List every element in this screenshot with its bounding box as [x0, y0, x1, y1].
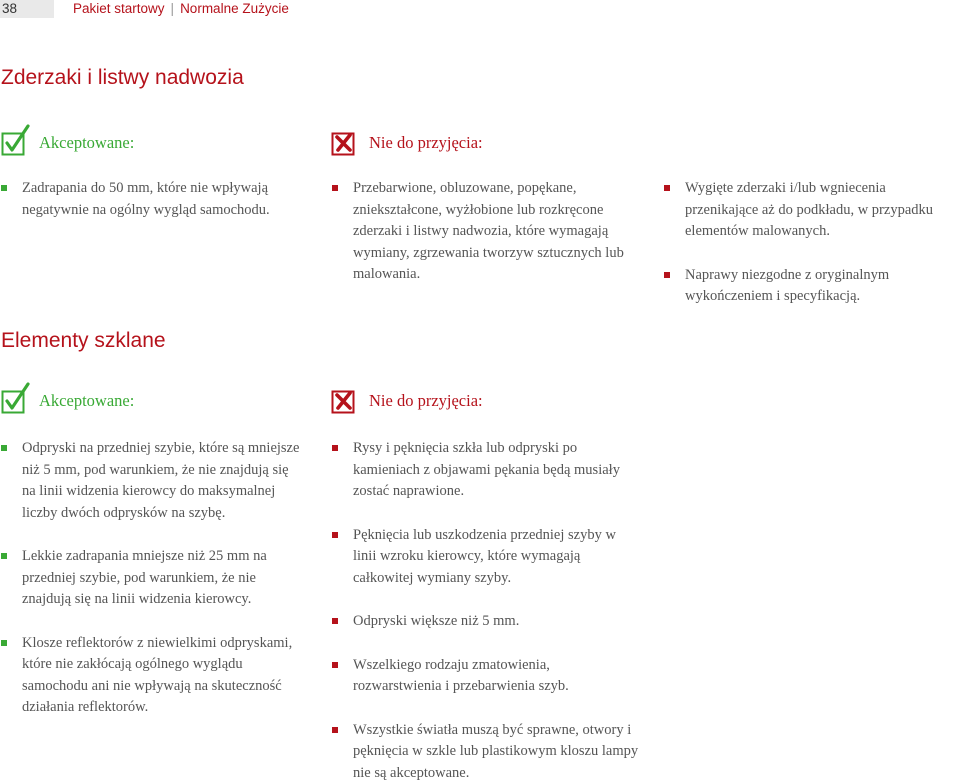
breadcrumb-separator: | [171, 1, 175, 16]
breadcrumb-subsection: Normalne Zużycie [180, 1, 289, 16]
breadcrumb [73, 0, 289, 18]
list-item: Rysy i pęknięcia szkła lub odpryski po kamieniach z objawami pękania będą musiały zostać naprawione. [331, 438, 641, 503]
bumpers-rejected-list-continued [663, 178, 960, 308]
rejected-label: Nie do przyjęcia: [369, 391, 483, 414]
accepted-label: Akceptowane: [39, 133, 134, 156]
list-item: Lekkie zadrapania mniejsze niż 25 mm na przedniej szybie, pod warunkiem, że nie znajdują się na linii widzenia kierowcy. [0, 546, 305, 611]
accepted-header [1, 382, 134, 414]
page-header [0, 0, 960, 18]
accepted-label: Akceptowane: [39, 391, 134, 414]
list-item: Klosze reflektorów z niewielkimi odpryskami, które nie zakłócają ogólnego wyglądu samochodu ani nie wpływają na skuteczność działania reflektorów. [0, 633, 305, 719]
checkmark-box-icon [1, 124, 31, 156]
bumpers-rejected-list [331, 178, 641, 286]
list-item: Przebarwione, obluzowane, popękane, zniekształcone, wyżłobione lub rozkręcone zderzaki i listwy nadwozia, które wymagają wymiany, zgrzewania tworzyw sztucznych lub malowania. [331, 178, 641, 286]
x-box-icon [331, 382, 361, 414]
list-item: Wszystkie światła muszą być sprawne, otwory i pęknięcia w szkle lub plastikowym kloszu lampy nie są akceptowane. [331, 720, 641, 784]
breadcrumb-section: Pakiet startowy [73, 1, 165, 16]
list-item: Pęknięcia lub uszkodzenia przedniej szyby w linii wzroku kierowcy, które wymagają całkowitej wymiany szyby. [331, 525, 641, 590]
list-item: Odpryski na przedniej szybie, które są mniejsze niż 5 mm, pod warunkiem, że nie znajdują się na linii widzenia kierowcy do maksymalnej liczby dwóch odprysków na szybę. [0, 438, 305, 524]
page-number: 38 [0, 0, 54, 18]
rejected-header [331, 382, 483, 414]
list-item: Odpryski większe niż 5 mm. [331, 611, 641, 633]
section-title-glass: Elementy szklane [1, 329, 166, 353]
glass-rejected-list [331, 438, 641, 784]
accepted-header [1, 124, 134, 156]
rejected-label: Nie do przyjęcia: [369, 133, 483, 156]
list-item: Naprawy niezgodne z oryginalnym wykończeniem i specyfikacją. [663, 265, 960, 308]
x-box-icon [331, 124, 361, 156]
section-title-bumpers: Zderzaki i listwy nadwozia [1, 66, 244, 90]
list-item: Wygięte zderzaki i/lub wgniecenia przenikające aż do podkładu, w przypadku elementów malowanych. [663, 178, 960, 243]
checkmark-box-icon [1, 382, 31, 414]
bumpers-accepted-list [0, 178, 305, 221]
glass-accepted-list [0, 438, 305, 719]
list-item: Zadrapania do 50 mm, które nie wpływają negatywnie na ogólny wygląd samochodu. [0, 178, 305, 221]
list-item: Wszelkiego rodzaju zmatowienia, rozwarstwienia i przebarwienia szyb. [331, 655, 641, 698]
rejected-header [331, 124, 483, 156]
